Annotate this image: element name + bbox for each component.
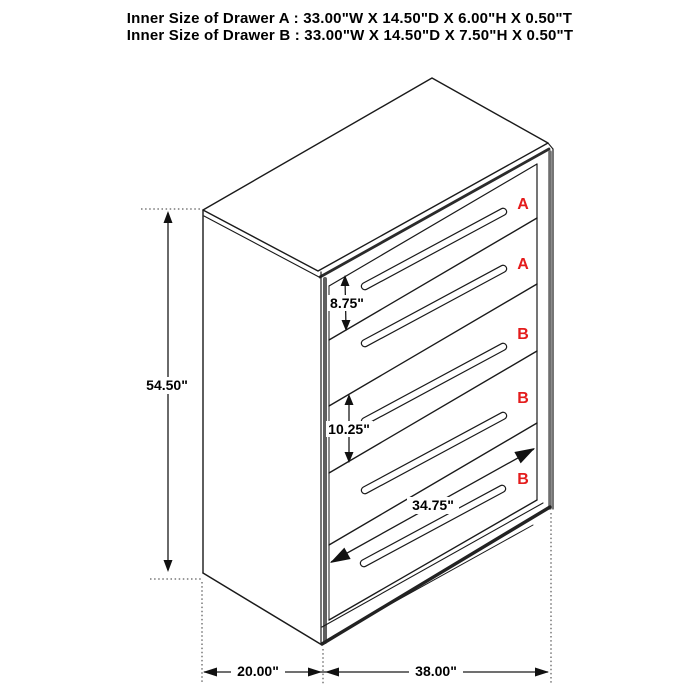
drawer-label-4: B (517, 390, 529, 407)
drawer-a-size-text: Inner Size of Drawer A : 33.00"W X 14.50"D X 6.00"H X 0.50"T (126, 10, 573, 27)
arrow-down-icon (345, 452, 354, 463)
arrow-up-icon (341, 275, 350, 286)
drawer-label-3: B (517, 326, 529, 343)
drawer-b-size-text: Inner Size of Drawer B : 33.00"W X 14.50"D X 7.50"H X 0.50"T (126, 27, 574, 44)
drawer-label-1: A (517, 196, 529, 213)
height-dimension-label: 54.50" (146, 377, 188, 393)
drawer-a-height-label: 8.75" (330, 295, 364, 311)
drawer-width-label: 34.75" (412, 497, 454, 513)
arrow-right-icon (535, 668, 549, 677)
drawer-label-5: B (517, 471, 529, 488)
depth-dimension-label: 20.00" (237, 663, 279, 679)
arrow-upright-icon (514, 442, 538, 463)
arrow-downleft-icon (327, 548, 351, 569)
arrow-right-icon (308, 668, 322, 677)
drawer-bottom-edge (329, 500, 537, 620)
arrow-left-icon (325, 668, 339, 677)
header (0, 10, 700, 45)
drawer-b-height-label: 10.25" (328, 421, 370, 437)
dimension-arrowheads (164, 211, 550, 677)
arrow-up-icon (164, 211, 173, 223)
drawer-label-2: A (517, 256, 529, 273)
arrow-left-icon (203, 668, 217, 677)
left-panel-bottom-edge (203, 573, 322, 645)
label-backgrounds (143, 295, 463, 680)
arrow-down-icon (342, 320, 351, 331)
drawer-handle (360, 342, 508, 426)
arrow-down-icon (164, 560, 173, 572)
chest-outline (203, 78, 553, 645)
width-dimension-label: 38.00" (415, 663, 457, 679)
base-top-line (322, 503, 543, 627)
